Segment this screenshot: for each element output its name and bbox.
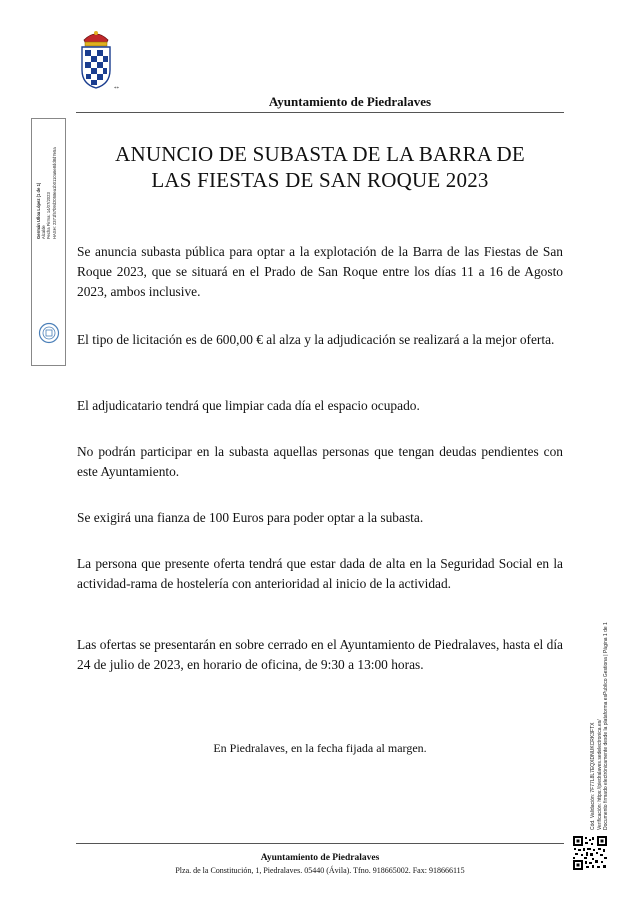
signer-name: Germán Ulloa López (1 de 1) [36,182,41,239]
signature-note: Documento firmado electrónicamente desde la plataforma esPublico Gestiona | Página 1 de 1 [603,622,609,830]
validation-code: Cód. Validación: 7F77L8L7EQXDNUKCRK3FTX [590,722,596,830]
signature-seal-icon [38,322,60,344]
signature-hash: HASH: 2371f57b9d2058ea1b0110a6e8dd8d7e5a [51,147,57,239]
document-title [70,141,570,193]
title-line-2: LAS FIESTAS DE SAN ROQUE 2023 [151,168,489,192]
signoff: En Piedralaves, en la fecha fijada al margen. [213,741,427,755]
signer-role: Alcalde [41,225,47,239]
municipal-crest-icon [76,28,116,90]
verification-text [590,560,610,830]
header-org-name: Ayuntamiento de Piedralaves [268,94,432,109]
paragraph-deposit: Se exigirá una fianza de 100 Euros para poder optar a la subasta. [77,510,424,525]
header-divider [76,112,564,113]
verification-url: Verificación: https://piedralaves.sedelectronica.es/ [596,719,603,830]
crest-mark: ** [114,87,119,92]
paragraph-debts: No podrán participar en la subasta aquellas personas que tengan deudas pendientes con este Ayuntamiento. [77,444,563,479]
paragraph-cleaning: El adjudicatario tendrá que limpiar cada día el espacio ocupado. [77,398,420,413]
signature-date: Fecha Firma: 14/07/2023 [46,192,52,239]
signature-text [36,39,57,239]
paragraph-social-security: La persona que presente oferta tendrá que estar dada de alta en la Seguridad Social en la actividad-rama de hostelería con anterioridad al inicio de la actividad. [77,556,563,591]
footer-address: Plza. de la Constitución, 1, Piedralaves. 05440 (Ávila). Tfno. 918665002. Fax: 918666115 [175,866,465,875]
signature-box [31,118,66,366]
title-line-1: ANUNCIO DE SUBASTA DE LA BARRA DE [115,142,525,166]
footer-divider [76,843,564,844]
paragraph-auction-announcement: Se anuncia subasta pública para optar a la explotación de la Barra de las Fiestas de San Roque 2023, que se situará en el Prado de San Roque entre los días 11 a 16 de Agosto 2023, ambos inclusive. [77,244,563,299]
footer-org-name: Ayuntamiento de Piedralaves [260,853,380,863]
paragraph-offer-submission: Las ofertas se presentarán en sobre cerrado en el Ayuntamiento de Piedralaves, hasta el día 24 de julio de 2023, en horario de oficina, de 9:30 a 13:00 horas. [77,637,563,672]
paragraph-bidding-price: El tipo de licitación es de 600,00 € al alza y la adjudicación se realizará a la mejor oferta. [77,332,555,347]
